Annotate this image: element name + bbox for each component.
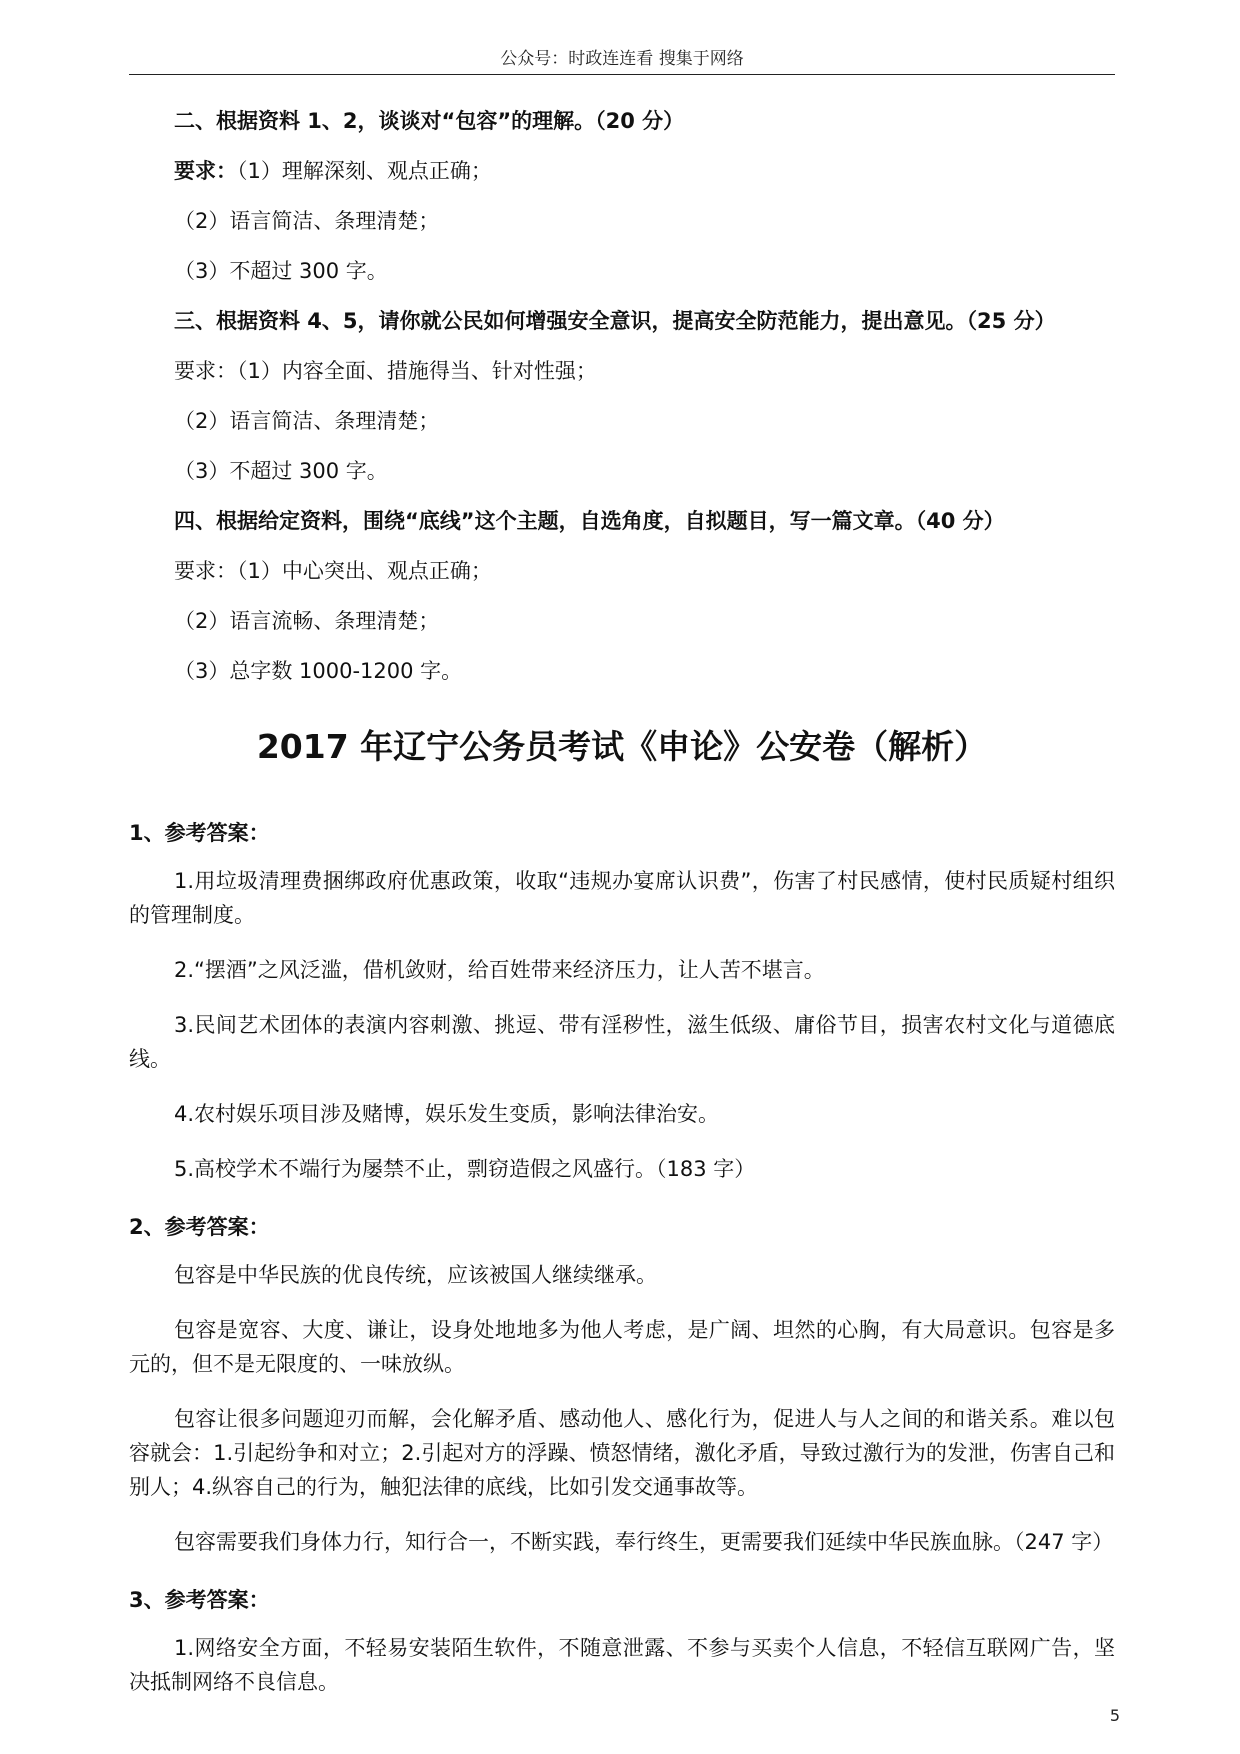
question-4-requirement-1: 要求：（1）中心突出、观点正确； bbox=[174, 559, 492, 583]
question-3-requirement-1: 要求：（1）内容全面、措施得当、针对性强； bbox=[174, 359, 597, 383]
header-divider bbox=[129, 74, 1115, 75]
question-2-requirement-2: （2）语言简洁、条理清楚； bbox=[174, 209, 440, 233]
page-header: 公众号：时政连连看 搜集于网络 bbox=[500, 49, 744, 69]
answer-3-heading: 3、参考答案： bbox=[129, 1588, 270, 1612]
answer-1-heading: 1、参考答案： bbox=[129, 821, 270, 845]
answer-1-paragraph: 5.高校学术不端行为屡禁不止，剽窃造假之风盛行。（183 字） bbox=[174, 1157, 756, 1181]
question-4-requirement-2: （2）语言流畅、条理清楚； bbox=[174, 609, 440, 633]
question-2: 二、根据资料 1、2，谈谈对“包容”的理解。（20 分） bbox=[174, 109, 685, 133]
question-3: 三、根据资料 4、5，请你就公民如何增强安全意识，提高安全防范能力，提出意见。（25 分） bbox=[174, 309, 1056, 333]
answer-2-paragraph: 包容是宽容、大度、谦让，设身处地地多为他人考虑，是广阔、坦然的心胸，有大局意识。包容是多元的，但不是无限度的、一味放纵。 bbox=[129, 1318, 1115, 1376]
answer-2-heading: 2、参考答案： bbox=[129, 1215, 270, 1239]
section-title: 2017 年辽宁公务员考试《申论》公安卷（解析） bbox=[256, 727, 988, 766]
answer-2-paragraph: 包容是中华民族的优良传统，应该被国人继续继承。 bbox=[174, 1263, 657, 1287]
answer-1-paragraph: 3.民间艺术团体的表演内容刺激、挑逗、带有淫秽性，滋生低级、庸俗节目，损害农村文化与道德底线。 bbox=[129, 1013, 1115, 1071]
question-4-requirement-3: （3）总字数 1000-1200 字。 bbox=[174, 659, 463, 683]
answer-1-paragraph: 2.“摆酒”之风泛滥，借机敛财，给百姓带来经济压力，让人苦不堪言。 bbox=[174, 958, 825, 982]
question-3-requirement-3: （3）不超过 300 字。 bbox=[174, 459, 388, 483]
answer-2-paragraph: 包容需要我们身体力行，知行合一，不断实践，奉行终生，更需要我们延续中华民族血脉。（247 字） bbox=[174, 1530, 1114, 1554]
document-body bbox=[129, 96, 1115, 1715]
question-2-requirement-1 bbox=[129, 146, 1115, 196]
question-4: 四、根据给定资料，围绕“底线”这个主题，自选角度，自拟题目，写一篇文章。（40 分） bbox=[174, 509, 1005, 533]
question-2-requirement-3: （3）不超过 300 字。 bbox=[174, 259, 388, 283]
requirement-text: （1）理解深刻、观点正确； bbox=[237, 159, 492, 183]
answer-3-paragraph: 1.网络安全方面，不轻易安装陌生软件，不随意泄露、不参与买卖个人信息，不轻信互联网广告，坚决抵制网络不良信息。 bbox=[129, 1636, 1115, 1694]
answer-2-paragraph: 包容让很多问题迎刃而解，会化解矛盾、感动他人、感化行为，促进人与人之间的和谐关系。难以包容就会：1.引起纷争和对立；2.引起对方的浮躁、愤怒情绪，激化矛盾，导致过激行为的发泄，伤害自己和别人；4.纵容自己的行为，触犯法律的底线，比如引发交通事故等。 bbox=[129, 1407, 1115, 1499]
answer-1-paragraph: 1.用垃圾清理费捆绑政府优惠政策，收取“违规办宴席认识费”，伤害了村民感情，使村民质疑村组织的管理制度。 bbox=[129, 869, 1115, 927]
question-3-requirement-2: （2）语言简洁、条理清楚； bbox=[174, 409, 440, 433]
answer-1-paragraph: 4.农村娱乐项目涉及赌博，娱乐发生变质，影响法律治安。 bbox=[174, 1102, 720, 1126]
page-number: 5 bbox=[1109, 1706, 1120, 1725]
requirement-label: 要求： bbox=[174, 159, 237, 183]
